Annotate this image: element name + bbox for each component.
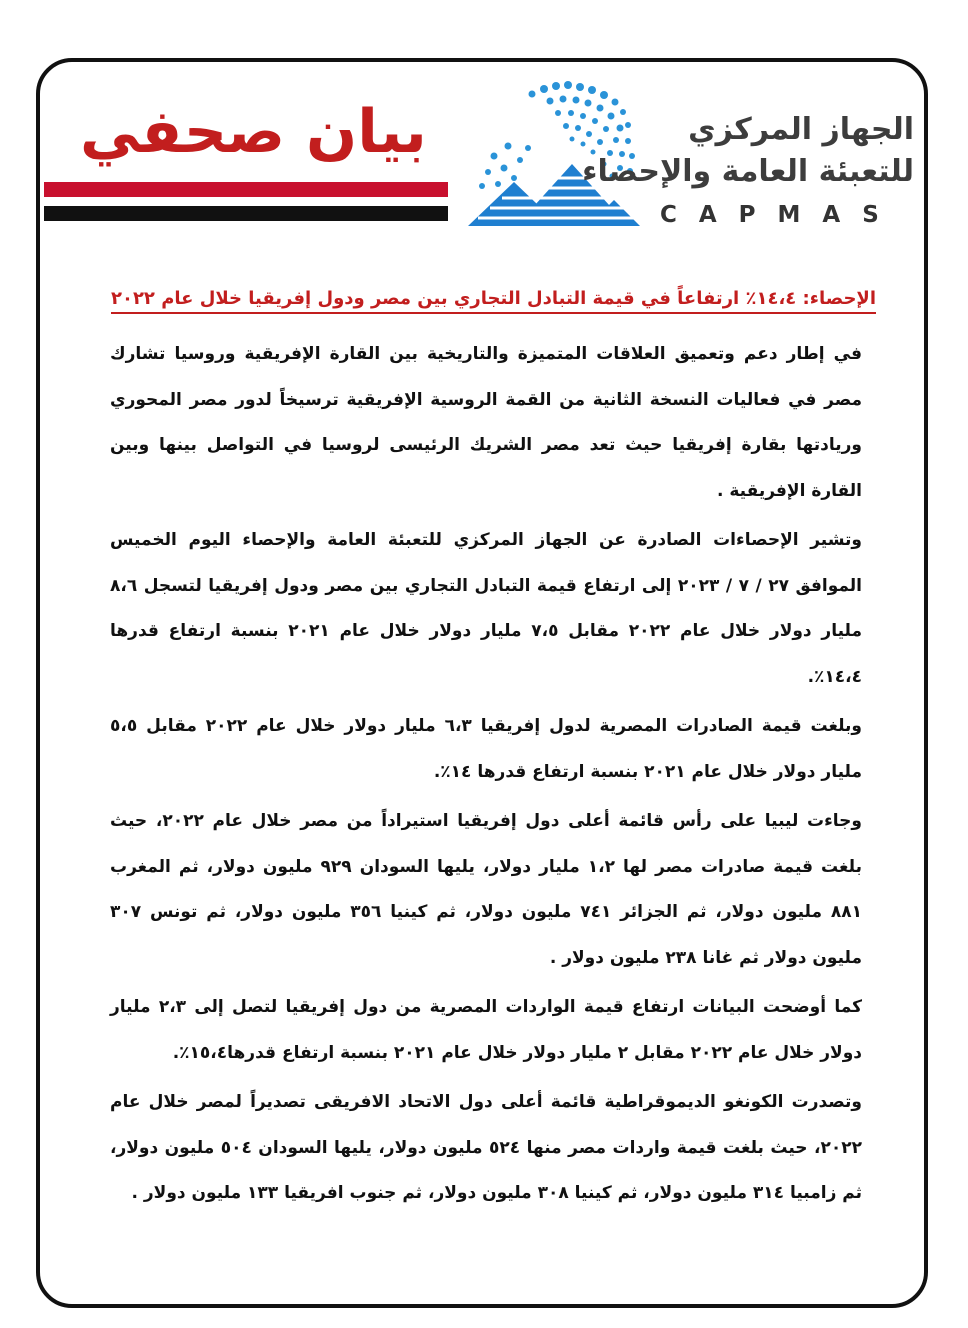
paragraph: في إطار دعم وتعميق العلاقات المتميزة والتاريخية بين القارة الإفريقية وروسيا تشارك مصر في فعاليات النسخة الثانية من القمة الروسية الإفريقية ترسيخاً لدور مصر المحوري وريادتها بقارة إفريقيا حيث تعد مصر الشريك الرئيسى لروسيا في التواصل بينها وبين القارة الإفريقية . bbox=[110, 344, 862, 501]
paragraph: وجاءت ليبيا على رأس قائمة أعلى دول إفريقيا استيراداً من مصر خلال عام ٢٠٢٢، حيث بلغت قيمة صادرات مصر لها ١،٢ مليار دولار، يليها السودان ٩٢٩ مليون دولار، ثم المغرب ٨٨١ مليون دولار، ثم الجزائر ٧٤١ مليون دولار، ثم كينيا ٣٥٦ مليون دولار، ثم تونس ٣٠٧ مليون دولار ثم غانا ٢٣٨ مليون دولار . bbox=[110, 811, 862, 968]
org-name-line2: للتعبئة العامة والإحصاء bbox=[582, 154, 914, 189]
white-stripe bbox=[44, 197, 448, 206]
paragraph: وتشير الإحصاءات الصادرة عن الجهاز المركزي للتعبئة العامة والإحصاء اليوم الخميس الموافق ٢٧ / ٧ / ٢٠٢٣ إلى ارتفاع قيمة التبادل التجاري بين مصر ودول إفريقيا لتسجل ٨،٦ مليار دولار خلال عام ٢٠٢٢ مقابل ٧،٥ مليار دولار خلال عام ٢٠٢١ بنسبة ارتفاع قدرها ١٤،٤٪. bbox=[110, 530, 863, 687]
header bbox=[40, 62, 932, 262]
press-release-title: بيان صحفي bbox=[80, 97, 427, 167]
paragraph: وتصدرت الكونغو الديموقراطية قائمة أعلى دول الاتحاد الافريقى تصديراً لمصر خلال عام ٢٠٢٢، حيث بلغت قيمة واردات مصر منها ٥٢٤ مليون دولار، يليها السودان ٥٠٤ مليون دولار، ثم زامبيا ٣١٤ مليون دولار، ثم كينيا ٣٠٨ مليون دولار، ثم جنوب افريقيا ١٣٣ مليون دولار . bbox=[110, 1092, 862, 1203]
headline: الإحصاء: ١٤،٤٪ ارتفاعاً في قيمة التبادل التجاري بين مصر ودول إفريقيا خلال عام ٢٠٢٢ bbox=[111, 288, 876, 314]
capmas-logo-icon bbox=[468, 76, 648, 226]
black-stripe bbox=[44, 206, 448, 221]
flag-stripes bbox=[44, 182, 448, 221]
org-name-english: CAPMAS bbox=[660, 202, 901, 228]
paragraph: كما أوضحت البيانات ارتفاع قيمة الواردات المصرية من دول إفريقيا لتصل إلى ٢،٣ مليار دولار خلال عام ٢٠٢٢ مقابل ٢ مليار دولار خلال عام ٢٠٢١ بنسبة ارتفاع قدرها١٥،٤٪. bbox=[110, 997, 862, 1063]
org-name-line1: الجهاز المركزي bbox=[688, 112, 914, 147]
red-stripe bbox=[44, 182, 448, 197]
document-frame bbox=[36, 58, 928, 1308]
paragraph: وبلغت قيمة الصادرات المصرية لدول إفريقيا ٦،٣ مليار دولار خلال عام ٢٠٢٢ مقابل ٥،٥ مليار دولار خلال عام ٢٠٢١ بنسبة ارتفاع قدرها ١٤٪. bbox=[110, 716, 862, 782]
body-text bbox=[110, 332, 862, 1221]
